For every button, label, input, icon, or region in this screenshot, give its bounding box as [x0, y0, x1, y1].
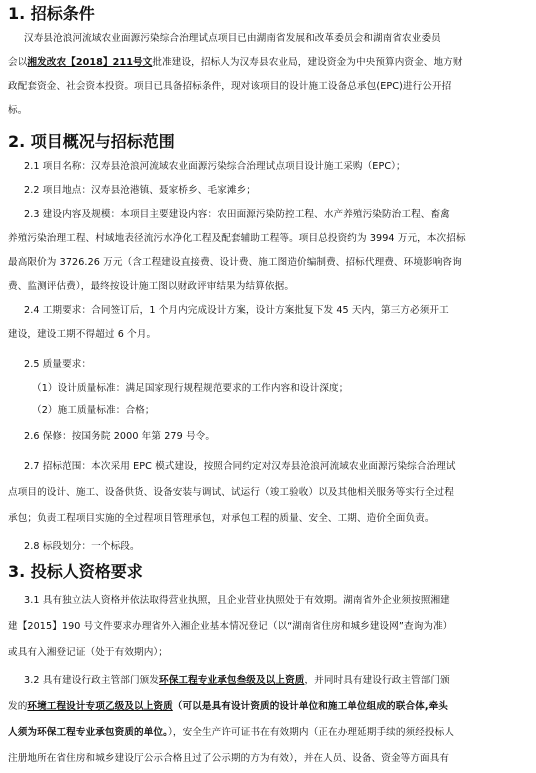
paragraph-line: 或具有入湘登记证（处于有效期内）； — [8, 647, 168, 658]
paragraph-line: 2.8 标段划分：一个标段。 — [24, 541, 140, 552]
qualification-highlight: 环保工程专业承包叁级及以上资质 — [159, 675, 305, 686]
paragraph-line — [8, 674, 528, 688]
paragraph-line: 点项目的设计、施工、设备供货、设备安装与调试、试运行（竣工验收）以及其他相关服务等实行全过程 — [8, 487, 454, 498]
paragraph-line: （1）设计质量标准：满足国家现行规程规范要求的工作内容和设计深度； — [32, 383, 349, 394]
paragraph-line: 承包；负责工程项目实施的全过程项目管理承包，对承包工程的质量、安全、工期、造价全面负责。 — [8, 513, 435, 524]
paragraph-line: 标。 — [8, 105, 28, 116]
paragraph-line: 2.1 项目名称：汉寿县沧浪河流域农业面源污染综合治理试点项目设计施工采购（EPC）； — [24, 161, 406, 172]
paragraph-line: 建【2015】190 号文件要求办理省外入湘企业基本情况登记（以“湖南省住房和城乡建设网”查询为准） — [8, 621, 453, 632]
section-heading: 3. 投标人资格要求 — [8, 562, 143, 581]
paragraph-line — [8, 700, 528, 714]
paragraph-line — [8, 726, 528, 740]
paragraph-line: 2.6 保修：按国务院 2000 年第 279 号令。 — [24, 431, 216, 442]
paragraph-line: 3.1 具有独立法人资格并依法取得营业执照，且企业营业执照处于有效期。湖南省外企业须按照湘建 — [24, 595, 450, 606]
paragraph-line: 2.3 建设内容及规模：本项目主要建设内容：农田面源污染防控工程、水产养殖污染防治工程、畜禽 — [24, 209, 450, 220]
paragraph-line: 注册地所在省住房和城乡建设厅公示合格且过了公示期的方为有效），并在人员、设备、资金等方面具有 — [8, 753, 450, 764]
text-run: 发的 — [8, 701, 28, 712]
paragraph-line: 汉寿县沧浪河流域农业面源污染综合治理试点项目已由湖南省发展和改革委员会和湖南省农业委员 — [24, 33, 441, 44]
paragraph-line: 2.2 项目地点：汉寿县沧港镇、聂家桥乡、毛家滩乡； — [24, 185, 256, 196]
paragraph-line: 政配套资金、社会资本投资。项目已具备招标条件，现对该项目的设计施工设备总承包(EPC)进行公开招 — [8, 81, 452, 92]
paragraph-line: 2.5 质量要求： — [24, 359, 92, 370]
text-run: 人须为环保工程专业承包资质的单位。 — [8, 727, 168, 738]
qualification-highlight: 环境工程设计专项乙级及以上资质 — [27, 701, 173, 712]
section-heading: 1. 招标条件 — [8, 4, 95, 23]
paragraph-line: 养殖污染治理工程、村域地表径流污水净化工程及配套辅助工程等。项目总投资约为 3994 万元，本次招标 — [8, 233, 466, 244]
text-run: 批准建设，招标人为汉寿县农业局，建设资金为中央预算内资金、地方财 — [152, 57, 463, 68]
paragraph-line — [8, 56, 528, 70]
text-run: 3.2 具有建设行政主管部门颁发 — [24, 675, 160, 686]
text-run: ，并同时具有建设行政主管部门颁 — [304, 675, 450, 686]
paragraph-line: 费、监测评估费），最终按设计施工图以财政评审结果为结算依据。 — [8, 281, 295, 292]
paragraph-line: 最高限价为 3726.26 万元（含工程建设直接费、设计费、施工图造价编制费、招标代理费、环境影响咨询 — [8, 257, 462, 268]
text-run: （可以是具有设计资质的设计单位和施工单位组成的联合体,牵头 — [172, 701, 448, 712]
text-run: ），安全生产许可证书在有效期内（正在办理延期手续的须经投标人 — [168, 727, 455, 738]
section-heading: 2. 项目概况与招标范围 — [8, 132, 175, 151]
document-number: 湘发改农【2018】211号文 — [27, 57, 153, 68]
paragraph-line: 建设，建设工期不得超过 6 个月。 — [8, 329, 157, 340]
paragraph-line: （2）施工质量标准：合格； — [32, 405, 155, 416]
text-run: 会以 — [8, 57, 28, 68]
paragraph-line: 2.7 招标范围：本次采用 EPC 模式建设，按照合同约定对汉寿县沧浪河流域农业面源污染综合治理试 — [24, 461, 456, 472]
paragraph-line: 2.4 工期要求：合同签订后，1 个月内完成设计方案，设计方案批复下发 45 天内，第三方必须开工 — [24, 305, 449, 316]
